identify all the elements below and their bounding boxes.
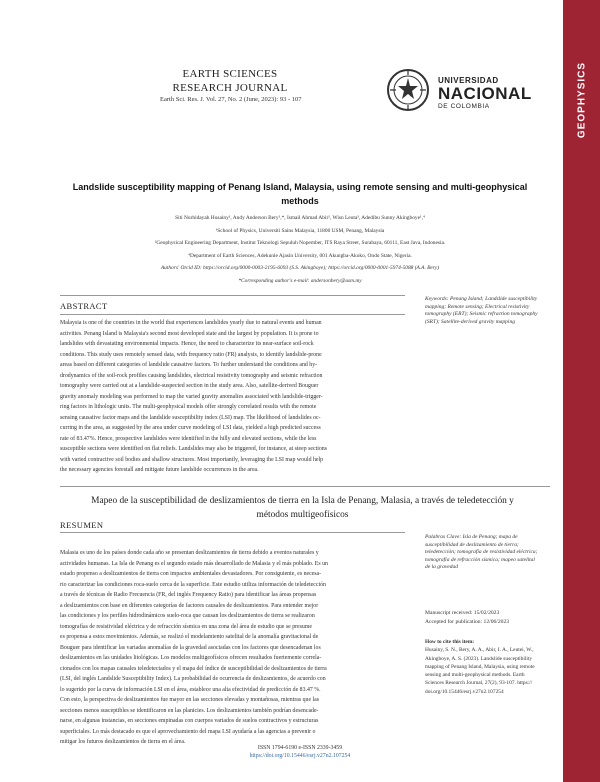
university-logo xyxy=(386,68,556,123)
resumen-body xyxy=(60,548,414,748)
how-to-cite-heading: How to cite this item: xyxy=(425,639,475,645)
university-line3: DE COLOMBIA xyxy=(438,103,490,110)
keywords-line: Keywords: Penang Island; Landslide susceptibility xyxy=(425,296,538,302)
how-to-cite-line: mapping of Penang Island, Malaysia, using remote xyxy=(425,663,535,670)
resumen-line: tomografías de resistividad eléctrica y de refracción sísmica en una zona del área de estudio que se presume xyxy=(60,623,312,630)
resumen-line: deslizamientos en las unidades litológicas. Los modelos multigeofísicos ofrecen resultados fuertemente correla- xyxy=(60,655,322,661)
palabras-clave-line: tomografía de refracción sísmica; mapeo satelital xyxy=(425,556,535,563)
resumen-line: secciones menos susceptibles se identificaron en las planicies. Los deslizamientos también podrían desencade- xyxy=(60,707,319,714)
abstract-line: drodynamics of the soil-rock profiles causing landslides, electrical resistivity tomography and seismic refraction xyxy=(60,372,323,379)
keywords-line: (SRT); Satellite-derived gravity mapping xyxy=(425,318,515,325)
resumen-heading: RESUMEN xyxy=(60,520,104,530)
resumen-line: las condiciones y los perfiles hidrodinámicos suelo-roca que causan los deslizamientos de tierra se realizaron xyxy=(60,613,315,619)
abstract-heading: ABSTRACT xyxy=(60,301,108,311)
how-to-cite-line: doi.org/10.15446/esrj.v27n2.107254 xyxy=(425,688,504,695)
resumen-line: superficiales. Lo más destacado es que el aprovechamiento del mapa LSI ayudaría a las agencias a prevenir o xyxy=(60,728,316,735)
palabras-clave-line: teledetección; tomografía de resistividad eléctrica; xyxy=(425,549,538,555)
affiliation-3: ⁴Department of Earth Sciences, Adekunle Ajasin University, 001 Akungba-Akoko, Ondo State, Nigeria. xyxy=(188,252,412,259)
abstract-line: conditions. This study uses remotely sensed data, with frequency ratio (FR) analysis, to identify landslide-prone xyxy=(60,351,322,358)
footer-issn: ISSN 1794-6190 e-ISSN 2339-3459 xyxy=(257,745,343,751)
keywords-line: tomography (ERT); Seismic refraction tomography xyxy=(425,311,538,317)
abstract-line: with varied contractive soil bodies and shallow structures. Most importantly, leveraging the LSI map would help xyxy=(60,456,324,463)
section-sidebar xyxy=(563,0,600,782)
resumen-line: Bouguer para identificar las variadas anomalías de la gravedad asociadas con los factores que desencadenan los xyxy=(60,644,321,651)
journal-name-line2: RESEARCH JOURNAL xyxy=(172,82,288,94)
abstract-line: rate of 83.47%. Hence, prospective landslides were identified in the hilly and elevated sections, while the less xyxy=(60,435,317,442)
university-line2: NACIONAL xyxy=(438,84,532,103)
article-title-line1: Landslide susceptibility mapping of Penang Island, Malaysia, using remote sensing and multi-geophysical xyxy=(72,182,528,192)
page-footer xyxy=(150,744,450,760)
keywords-line: mapping; Remote sensing; Electrical resistivity xyxy=(425,303,530,310)
resumen-line: Con esto, la perspectiva de deslizamientos fue mayor en las secciones elevadas y montañosas, mientras que las xyxy=(60,697,319,703)
affiliation-2: ²Geophysical Engineering Department, Institut Teknologi Sepuluh Nopember, ITS Raya Street, Surabaya, 60111, East Java, Indonesia. xyxy=(154,240,446,247)
palabras-clave-line: Palabras Clave: Isla de Penang; mapa de xyxy=(425,534,518,540)
journal-name xyxy=(160,67,300,95)
resumen-line: Malasia es uno de los países donde cada año se presentan deslizamientos de tierra debido a eventos naturales y xyxy=(60,550,319,556)
abstract-line: susceptible sections were identified on flat reliefs. Landslides may also be triggered, for instance, at steep sections xyxy=(60,446,327,452)
date-received: Manuscript received: 15/02/2023 xyxy=(425,610,500,616)
spanish-title-line1: Mapeo de la susceptibilidad de deslizamientos de tierra en la Isla de Penang, Malasia, a través de teledetección y xyxy=(91,496,514,506)
divider xyxy=(60,295,405,296)
resumen-line: narse, en algunas instancias, en secciones empinadas con cuerpos variados de suelos contractivos y estructuras xyxy=(60,718,319,724)
manuscript-dates xyxy=(425,609,553,627)
section-label xyxy=(563,40,600,160)
divider xyxy=(60,532,405,533)
corresponding-email[interactable]: *Corresponding author's e-mail: andersonbery@usm.my xyxy=(238,277,362,284)
resumen-line: es propensa a estos movimientos. Además, se realizó el modelamiento satelital de la anomalía gravitacional de xyxy=(60,634,319,640)
spanish-title-line2: métodos multigeofísicos xyxy=(256,510,349,520)
resumen-line: cionados con los mapas causales teledetectados y el mapa del índice de susceptibilidad de deslizamientos de tierra xyxy=(60,665,327,672)
resumen-line: estado propenso a deslizamientos de tierra con impactos ambientales devastadores. Por consiguiente, es necesa- xyxy=(60,571,322,577)
how-to-cite-line: Akingboye, A. S. (2023). Landslide susceptibility xyxy=(425,655,533,662)
author-list: Siti Nurhidayah Husainy¹, Andy Anderson Bery¹,*, Ismail Ahmad Abir², Wisn Leuta³, Adedibu Sunny Akingboye¹,⁴ xyxy=(175,215,425,221)
abstract-line: the necessary agencies forestall and mitigate future landslide occurrences in the area. xyxy=(60,467,259,473)
footer-doi-link[interactable]: https://doi.org/10.15446/esrj.v27n2.107254 xyxy=(249,753,351,759)
article-title-line2: methods xyxy=(281,196,319,206)
article-title xyxy=(55,180,545,208)
university-name xyxy=(438,76,532,110)
divider xyxy=(60,486,550,487)
abstract-line: tomography were carried out at a landslide-suspected section in the study area. Also, satellite-derived Bouguer xyxy=(60,383,319,389)
university-seal-icon xyxy=(386,68,430,112)
how-to-cite-line: Husainy, S. N., Bery, A. A., Abir, I. A., Leutei, W., xyxy=(425,647,534,654)
abstract-line: ring factors in lithologic units. The multi-geophysical models offer strongly correlated results with the remote xyxy=(60,404,317,410)
section-label-text: GEOPHYSICS xyxy=(576,61,587,139)
university-line1: UNIVERSIDAD xyxy=(438,76,499,85)
date-accepted: Accepted for publication: 12/06/2023 xyxy=(425,619,510,625)
resumen-line: (LSI, del inglés Landslide Susceptibility Index). La probabilidad de ocurrencia de deslizamientos, de acuerdo con xyxy=(60,676,326,682)
resumen-line: a deslizamientos con base en diferentes categorías de factores causales de deslizamientos. Para entender mejor xyxy=(60,602,319,609)
abstract-line: curring in the area, as suggested by the area under curve modeling of LSI data, yielded a high predicted success xyxy=(60,425,321,431)
how-to-cite-line: Sciences Research Journal, 27(2), 93-107. https:// xyxy=(425,680,533,687)
orcid-line[interactable]: Authors' Orcid ID: https://orcid.org/0000-0003-2195-6093 (S.S. Akingboye); https://orcid.org/0000-0001-5974-5088 (A.A. Bery) xyxy=(160,265,440,272)
journal-name-line1: EARTH SCIENCES xyxy=(182,68,278,80)
abstract-line: sensing causative factor maps and the landslide susceptibility index (LSI) map. The likelihood of landslides oc- xyxy=(60,414,321,421)
palabras-clave-line: susceptibilidad de deslizamiento de tierra; xyxy=(425,541,519,548)
affiliation-1: ¹School of Physics, Universiti Sains Malaysia, 11800 USM, Penang, Malaysia xyxy=(215,227,385,234)
palabras-clave-line: de la gravedad xyxy=(425,564,458,570)
journal-citation: Earth Sci. Res. J. Vol. 27, No. 2 (June, 2023): 93 - 107 xyxy=(160,96,302,103)
divider xyxy=(60,314,405,315)
resumen-line: mitigar los futuros deslizamientos de tierra en el área. xyxy=(60,739,186,745)
resumen-line: lo sugerido por la curva de información LSI en el área, establece una alta efectividad de predicción de 83.47 %. xyxy=(60,686,321,693)
resumen-line: actividades humanas. La Isla de Penang es el segundo estado más desarrollado de Malasia y el más poblado. Es un xyxy=(60,560,328,567)
abstract-line: landslides with devastating environmental impacts. Hence, the need to characterize its near-surface soil-rock xyxy=(60,341,314,347)
abstract-line: activities. Penang Island is Malaysia's second most developed state and the largest by population. It is prone to xyxy=(60,330,319,337)
abstract-line: Malaysia is one of the countries in the world that experiences landslides yearly due to natural events and human xyxy=(60,320,322,326)
abstract-line: gravity anomaly modeling was performed to map the varied gravity anomalies associated with landslide-trigger- xyxy=(60,393,323,400)
abstract-line: areas based on different categories of landslide causative factors. To further understand the conditions and hy- xyxy=(60,362,318,368)
spanish-title xyxy=(70,494,535,522)
resumen-line: a través de técnicas de Radio Frecuencia (FR, del inglés Frequency Ratio) para identificar las áreas propensas xyxy=(60,592,317,598)
abstract-body xyxy=(60,318,414,476)
how-to-cite-line: sensing and multi-geophysical methods. Earth xyxy=(425,672,525,679)
palabras-clave-block xyxy=(425,534,553,572)
resumen-line: rio caracterizar las condiciones roca-suelo cerca de la superficie. Este estudio utiliza información de teledetección xyxy=(60,581,326,588)
author-block xyxy=(60,212,540,288)
keywords-block xyxy=(425,296,553,326)
how-to-cite xyxy=(425,638,555,696)
